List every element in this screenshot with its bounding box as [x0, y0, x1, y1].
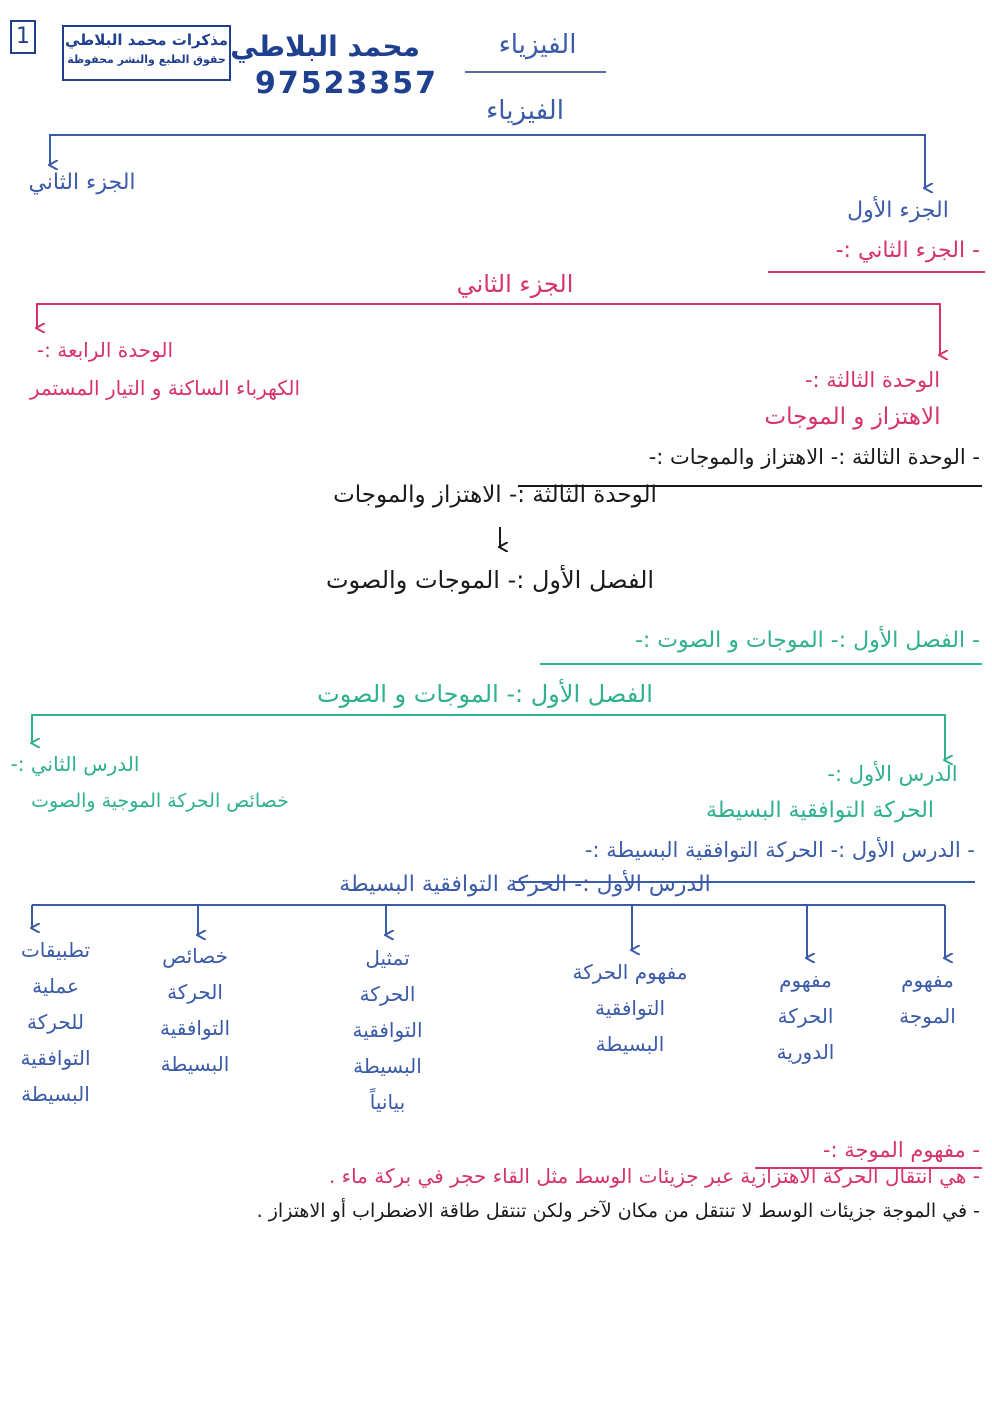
wave-definition: - هي انتقال الحركة الاهتزازية عبر جزيئات الوسط مثل القاء حجر في بركة ماء . [328, 1164, 980, 1188]
stamp-rights: حقوق الطبع والنشر محفوظة [67, 53, 226, 66]
subject-title: الفيزياء [498, 30, 577, 60]
heading-6: - مفهوم الموجة :- [822, 1138, 980, 1162]
stamp-title: مذكرات محمد البلاطي [64, 31, 229, 49]
tree-4-left-title: الدرس الثاني :- [10, 752, 140, 776]
tree-2-right-title: الوحدة الثالثة :- [804, 368, 941, 392]
tree-5-item-5: خصائص الحركة التوافقية البسيطة [159, 944, 230, 1076]
tree-5-item-2: مفهوم الحركة الدورية [776, 968, 835, 1064]
heading-3: - الفصل الأول :- الموجات و الصوت :- [634, 628, 980, 653]
tree-2-left-title: الوحدة الرابعة :- [36, 338, 174, 362]
tree-4-bracket [32, 715, 945, 760]
tree-5-item-1: مفهوم الموجة [899, 968, 956, 1028]
tree-2-root: الجزء الثاني [456, 270, 574, 298]
tree-5-item-3: مفهوم الحركة التوافقية البسيطة [572, 960, 688, 1056]
page-number: 1 [10, 20, 36, 54]
tree-2-left-sub: الكهرباء الساكنة و التيار المستمر [29, 376, 301, 400]
tree-4-root: الفصل الأول :- الموجات و الصوت [317, 680, 653, 708]
tree-1-left-node: الجزء الثاني [28, 170, 136, 195]
tree-4-right-title: الدرس الأول :- [827, 762, 958, 786]
author-name: محمد البلاطي [230, 30, 420, 63]
tree-1-bracket [50, 135, 925, 188]
tree-4-left-sub: خصائص الحركة الموجية والصوت [31, 790, 289, 812]
tree-4-right-sub: الحركة التوافقية البسيطة [706, 798, 934, 823]
tree-1-root: الفيزياء [486, 96, 564, 126]
tree-3-top: الوحدة الثالثة :- الاهتزاز والموجات [333, 482, 657, 508]
tree-1-right-node: الجزء الأول [847, 198, 949, 223]
tree-5-item-6: تطبيقات عملية للحركة التوافقية البسيطة [20, 938, 91, 1106]
tree-5-root: الدرس الأول :- الحركة التوافقية البسيطة [339, 872, 711, 897]
heading-2: - الوحدة الثالثة :- الاهتزاز والموجات :- [648, 445, 980, 469]
heading-4: - الدرس الأول :- الحركة التوافقية البسيطة :- [584, 838, 975, 862]
tree-2-right-sub: الاهتزاز و الموجات [764, 404, 941, 430]
wave-note: - في الموجة جزيئات الوسط لا تنتقل من مكان لآخر ولكن تنتقل طاقة الاضطراب أو الاهتزاز . [256, 1200, 980, 1222]
copyright-stamp [62, 25, 231, 81]
author-phone: 97523357 [255, 66, 438, 101]
tree-5-item-4: تمثيل الحركة التوافقية البسيطة بيانياً [352, 946, 423, 1114]
tree-3-bottom: الفصل الأول :- الموجات والصوت [325, 566, 655, 594]
heading-1: - الجزء الثاني :- [835, 238, 980, 263]
